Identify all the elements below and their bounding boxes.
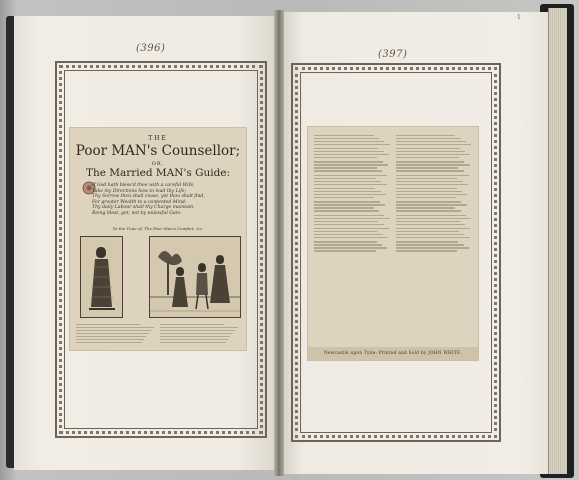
stanza-block [396,175,473,185]
print-texture [396,234,465,235]
verse-line: For greater Wealth to a contented Mind: [92,199,187,205]
print-texture [396,201,462,202]
print-texture [314,181,381,182]
print-texture [396,167,459,168]
stanza-block [314,135,391,145]
print-texture [314,191,381,192]
print-texture [396,204,467,205]
broadside-print-right [308,127,478,360]
print-texture [396,148,460,149]
print-texture [314,170,382,171]
print-texture [396,138,461,139]
print-texture [314,148,378,149]
print-texture [314,244,382,245]
print-texture [396,228,471,229]
print-texture [396,197,456,198]
print-texture [314,161,383,162]
stanza-block [314,201,391,211]
stanza-block [314,228,391,238]
broadside-verse [92,183,242,217]
print-texture [314,164,388,165]
text-column [314,133,391,255]
woodcut-scene-image [149,236,241,318]
print-texture [76,336,146,337]
print-texture [160,324,224,325]
print-texture [160,339,228,340]
print-texture [396,231,459,232]
print-texture [396,188,457,189]
print-texture [314,221,378,222]
print-texture [314,138,379,139]
print-texture [314,224,384,225]
verse-line: Take my Directions how to lead thy Life; [92,188,187,194]
print-texture [396,215,466,216]
print-texture [314,151,384,152]
print-texture [396,194,468,195]
print-texture [160,330,235,331]
stanza-block [314,188,391,198]
print-texture [160,333,233,334]
print-texture [314,167,377,168]
print-texture [396,181,463,182]
page-number-left: (396) [136,43,166,54]
print-texture [160,327,238,328]
print-texture [396,247,469,248]
print-texture [76,342,142,343]
print-texture [76,324,140,325]
page-number-right: (397) [378,49,408,60]
print-texture [396,170,464,171]
print-texture [314,175,387,176]
text-column [160,322,240,346]
print-texture [396,141,466,142]
print-texture [396,161,465,162]
print-texture [314,188,375,189]
print-texture [396,210,461,211]
print-texture [396,221,460,222]
print-texture [314,178,376,179]
stanza-block [396,135,473,145]
print-texture [314,204,385,205]
print-texture [76,327,154,328]
print-texture [396,218,472,219]
print-texture [314,210,379,211]
imprint-line: Newcastle upon Tyne: Printed and Sold by JOHN WHITE. [323,350,463,355]
title-article: THE [148,135,168,142]
print-texture [396,178,458,179]
book-gutter [274,10,284,476]
print-texture [314,144,390,145]
print-texture [314,194,386,195]
print-texture [314,201,380,202]
print-texture [314,184,387,185]
print-texture [396,224,466,225]
print-texture [314,207,374,208]
print-texture [396,151,466,152]
print-texture [160,336,230,337]
stanza-block [314,215,391,225]
broadside-columns [76,322,240,346]
text-column [396,133,473,255]
verse-line: Being blest, get, not by unlawful Gain. [92,210,182,216]
stanza-block [314,148,391,158]
print-texture [396,250,458,251]
stanza-block [396,188,473,198]
print-texture [314,197,374,198]
print-texture [396,154,471,155]
print-texture [314,241,377,242]
print-texture [314,250,376,251]
page-edges [548,8,567,474]
print-texture [160,342,226,343]
stanza-block [396,215,473,225]
broadside-print-left [70,128,246,350]
verse-line: Thy Sorrow then shall cease, yet thou shalt find, [92,194,205,200]
print-texture [314,215,384,216]
print-texture [76,339,144,340]
text-column [76,322,156,346]
stanza-block [396,241,473,251]
stanza-block [396,201,473,211]
verse-line: Thy daily Labour shall thy Charge maintain, [92,205,195,211]
print-texture [76,330,151,331]
print-texture [76,333,149,334]
stanza-block [314,161,391,171]
stanza-block [314,175,391,185]
corner-mark: 1 [517,14,521,21]
stanza-block [396,228,473,238]
print-texture [314,218,390,219]
stanza-block [396,148,473,158]
print-texture [314,154,389,155]
print-texture [396,237,470,238]
broadside-columns-right [314,133,472,255]
broadside-subtitle: The Married MAN's Guide: [85,167,231,179]
print-texture [314,237,388,238]
print-texture [314,157,377,158]
print-texture [396,164,470,165]
stanza-block [396,161,473,171]
broadside-title: Poor MAN's Counsellor; [75,143,241,159]
print-texture [396,207,456,208]
print-texture [314,247,387,248]
title-or: OR, [151,161,165,167]
print-texture [314,234,383,235]
print-texture [314,228,389,229]
print-texture [396,135,456,136]
print-texture [314,135,374,136]
print-texture [396,157,459,158]
print-texture [396,175,469,176]
print-texture [314,231,377,232]
print-texture [396,244,464,245]
print-texture [396,144,472,145]
woodcut-figure-image [80,236,123,318]
tune-line: To the Tune of, The Poor Man's Comfort, &c. [112,226,204,231]
print-texture [396,191,463,192]
print-texture [396,184,469,185]
print-texture [314,141,384,142]
print-texture [396,241,459,242]
verse-line: If God hath bless'd thee with a careful Wife, [92,183,195,188]
stanza-block [314,241,391,251]
